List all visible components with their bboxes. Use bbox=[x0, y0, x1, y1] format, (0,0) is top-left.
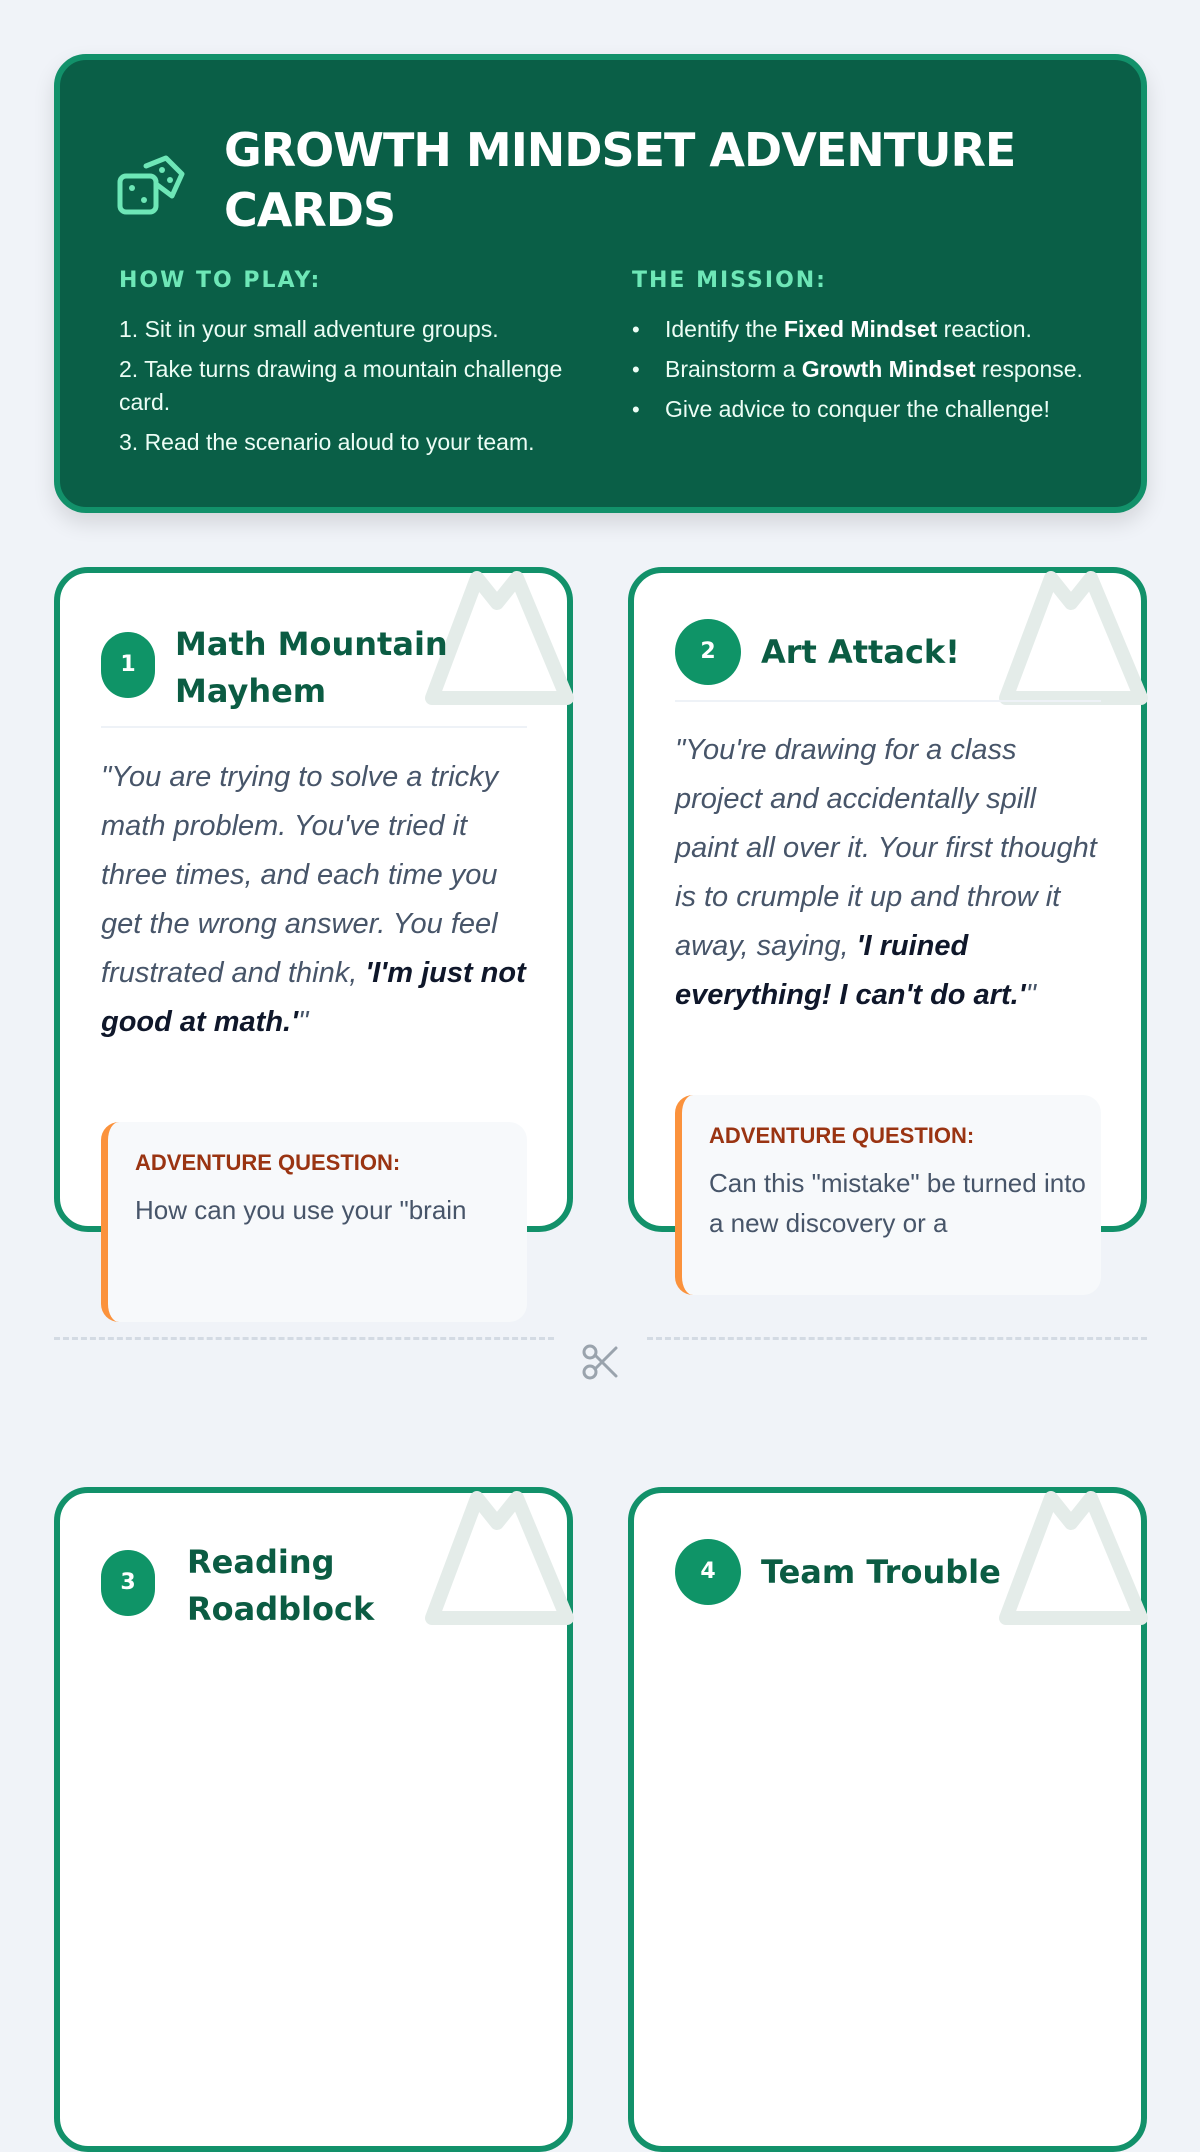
card-number-badge: 2 bbox=[675, 619, 741, 685]
question-label: ADVENTURE QUESTION: bbox=[135, 1150, 401, 1175]
card-number-badge: 1 bbox=[101, 632, 155, 698]
step-item: 2. Take turns drawing a mountain challenge card. bbox=[119, 356, 563, 415]
page-title: GROWTH MINDSET ADVENTURE CARDS bbox=[224, 123, 1016, 237]
mission-item: • Identify the Fixed Mindset reaction. bbox=[632, 313, 1102, 346]
mission-section bbox=[632, 268, 1102, 433]
bullet-icon: • bbox=[632, 317, 640, 342]
challenge-card bbox=[54, 1487, 573, 2152]
challenge-card bbox=[628, 1487, 1147, 2152]
challenge-card bbox=[628, 567, 1147, 1238]
card-title: Team Trouble bbox=[761, 1553, 1001, 1591]
scissors-icon bbox=[580, 1342, 620, 1382]
bullet-icon: • bbox=[632, 357, 640, 382]
how-to-play-section bbox=[119, 268, 589, 466]
card-scenario: "You are trying to solve a tricky math problem. You've tried it three times, and each time you get the wrong answer. You feel frustrated and think, 'I'm just not good at math.'" bbox=[101, 761, 526, 1038]
mission-item: • Brainstorm a Growth Mindset response. bbox=[632, 353, 1102, 386]
question-label: ADVENTURE QUESTION: bbox=[709, 1123, 975, 1148]
bullet-icon: • bbox=[632, 397, 640, 422]
mission-heading: THE MISSION: bbox=[632, 268, 827, 293]
divider bbox=[675, 700, 1101, 702]
how-to-play-heading: HOW TO PLAY: bbox=[119, 268, 322, 293]
step-item: 1. Sit in your small adventure groups. bbox=[119, 316, 499, 342]
question-text: Can this "mistake" be turned into a new discovery or a bbox=[709, 1168, 1086, 1238]
mission-item: • Give advice to conquer the challenge! bbox=[632, 393, 1102, 426]
card-number-badge: 3 bbox=[101, 1550, 155, 1616]
card-title: Math Mountain Mayhem bbox=[175, 625, 448, 710]
divider bbox=[101, 726, 527, 728]
step-item: 3. Read the scenario aloud to your team. bbox=[119, 429, 535, 455]
card-title: Art Attack! bbox=[761, 633, 960, 671]
cut-line bbox=[647, 1337, 1147, 1340]
question-text: How can you use your "brain bbox=[135, 1195, 467, 1225]
card-title: Reading Roadblock bbox=[187, 1543, 375, 1628]
card-scenario: "You're drawing for a class project and accidentally spill paint all over it. Your first thought is to crumple it up and throw it away, saying, 'I ruined everything! I can't do art.'" bbox=[675, 734, 1097, 1011]
adventure-question bbox=[101, 1122, 527, 1322]
challenge-card bbox=[54, 567, 573, 1232]
card-number-badge: 4 bbox=[675, 1539, 741, 1605]
instructions-panel bbox=[54, 54, 1147, 513]
cut-line bbox=[54, 1337, 554, 1340]
dice-icon bbox=[116, 144, 188, 216]
adventure-question bbox=[675, 1095, 1101, 1295]
